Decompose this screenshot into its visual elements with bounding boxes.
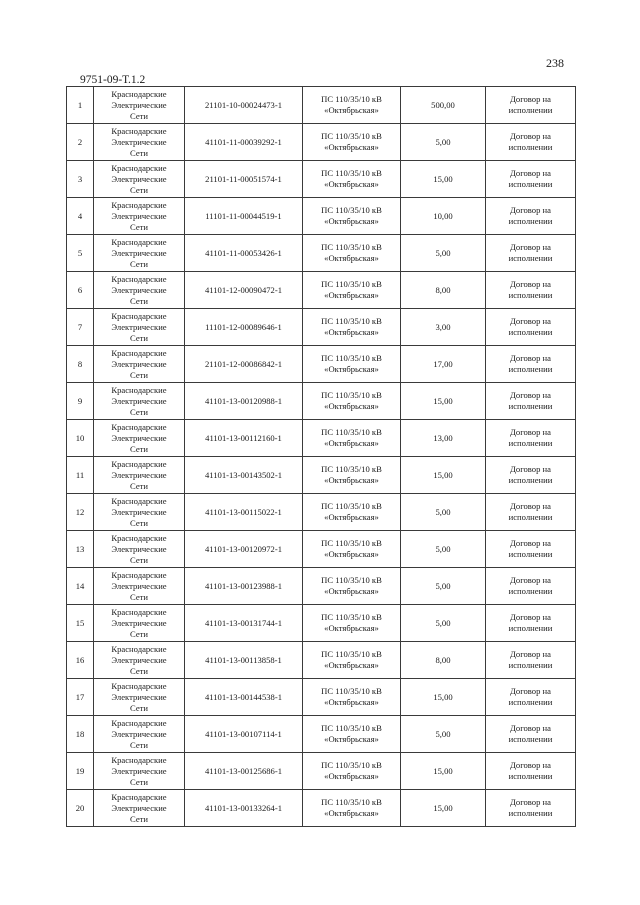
organization-cell-line: Краснодарские — [111, 680, 167, 691]
organization-cell-line: Электрические — [111, 543, 167, 554]
application-id: 41101-11-00039292-1 — [185, 124, 303, 161]
organization-cell-line: Сети — [129, 221, 148, 232]
organization-cell-line: Электрические — [111, 321, 167, 332]
organization-cell-line: Краснодарские — [111, 754, 167, 765]
organization-cell-line: Краснодарские — [111, 569, 167, 580]
row-number: 5 — [67, 235, 94, 272]
organization-cell-line: Электрические — [111, 802, 167, 813]
status-cell — [486, 235, 576, 272]
substation-cell — [303, 420, 401, 457]
status-cell-line: Договор на — [510, 797, 551, 807]
row-number: 14 — [67, 568, 94, 605]
status-cell — [486, 753, 576, 790]
organization-cell — [94, 642, 185, 679]
table-row — [67, 309, 576, 346]
organization-cell-line: Электрические — [111, 432, 167, 443]
status-cell — [486, 531, 576, 568]
organization-cell-line: Сети — [129, 443, 148, 454]
substation-cell-line: ПС 110/35/10 кВ — [321, 686, 382, 696]
application-id: 41101-11-00053426-1 — [185, 235, 303, 272]
substation-cell — [303, 161, 401, 198]
organization-cell-line: Электрические — [111, 469, 167, 480]
organization-cell — [94, 753, 185, 790]
status-cell-line: исполнении — [508, 290, 553, 300]
application-id: 41101-13-00113858-1 — [185, 642, 303, 679]
status-cell-line: исполнении — [508, 549, 553, 559]
substation-cell — [303, 235, 401, 272]
organization-cell — [94, 309, 185, 346]
table-row — [67, 568, 576, 605]
organization-cell-line: Сети — [129, 517, 148, 528]
substation-cell-line: «Октябрьская» — [324, 179, 379, 189]
substation-cell-line: «Октябрьская» — [324, 364, 379, 374]
status-cell — [486, 605, 576, 642]
power-value: 3,00 — [401, 309, 486, 346]
status-cell-line: исполнении — [508, 253, 553, 263]
row-number: 7 — [67, 309, 94, 346]
organization-cell-line: Сети — [129, 739, 148, 750]
substation-cell-line: ПС 110/35/10 кВ — [321, 797, 382, 807]
organization-cell-line: Электрические — [111, 247, 167, 258]
status-cell-line: Договор на — [510, 723, 551, 733]
status-cell — [486, 198, 576, 235]
substation-cell-line: «Октябрьская» — [324, 586, 379, 596]
organization-cell-line: Электрические — [111, 691, 167, 702]
organization-cell-line: Электрические — [111, 173, 167, 184]
organization-cell — [94, 679, 185, 716]
page-number: 238 — [546, 56, 564, 70]
organization-cell-line: Электрические — [111, 99, 167, 110]
substation-cell-line: ПС 110/35/10 кВ — [321, 205, 382, 215]
application-id: 21101-10-00024473-1 — [185, 87, 303, 124]
organization-cell-line: Краснодарские — [111, 532, 167, 543]
contracts-table — [66, 86, 576, 827]
organization-cell-line: Сети — [129, 776, 148, 787]
substation-cell-line: ПС 110/35/10 кВ — [321, 501, 382, 511]
substation-cell-line: «Октябрьская» — [324, 475, 379, 485]
document-code: 9751-09-Т.1.2 — [80, 74, 146, 86]
substation-cell-line: «Октябрьская» — [324, 771, 379, 781]
substation-cell — [303, 346, 401, 383]
organization-cell-line: Сети — [129, 258, 148, 269]
substation-cell — [303, 309, 401, 346]
application-id: 41101-13-00133264-1 — [185, 790, 303, 827]
row-number: 10 — [67, 420, 94, 457]
substation-cell — [303, 568, 401, 605]
organization-cell — [94, 531, 185, 568]
substation-cell-line: ПС 110/35/10 кВ — [321, 131, 382, 141]
application-id: 41101-13-00125686-1 — [185, 753, 303, 790]
organization-cell-line: Сети — [129, 628, 148, 639]
status-cell-line: Договор на — [510, 612, 551, 622]
power-value: 15,00 — [401, 457, 486, 494]
organization-cell-line: Электрические — [111, 765, 167, 776]
organization-cell-line: Краснодарские — [111, 273, 167, 284]
table-row — [67, 161, 576, 198]
substation-cell — [303, 716, 401, 753]
status-cell — [486, 309, 576, 346]
substation-cell — [303, 87, 401, 124]
organization-cell-line: Электрические — [111, 395, 167, 406]
power-value: 8,00 — [401, 272, 486, 309]
organization-cell-line: Краснодарские — [111, 199, 167, 210]
row-number: 15 — [67, 605, 94, 642]
row-number: 11 — [67, 457, 94, 494]
substation-cell-line: «Октябрьская» — [324, 549, 379, 559]
organization-cell — [94, 87, 185, 124]
substation-cell-line: «Октябрьская» — [324, 290, 379, 300]
organization-cell — [94, 198, 185, 235]
power-value: 5,00 — [401, 494, 486, 531]
row-number: 2 — [67, 124, 94, 161]
organization-cell — [94, 790, 185, 827]
status-cell — [486, 716, 576, 753]
organization-cell — [94, 420, 185, 457]
substation-cell-line: ПС 110/35/10 кВ — [321, 279, 382, 289]
organization-cell-line: Краснодарские — [111, 717, 167, 728]
table-row — [67, 716, 576, 753]
substation-cell-line: ПС 110/35/10 кВ — [321, 723, 382, 733]
status-cell-line: исполнении — [508, 475, 553, 485]
power-value: 5,00 — [401, 124, 486, 161]
status-cell-line: исполнении — [508, 512, 553, 522]
organization-cell — [94, 457, 185, 494]
application-id: 41101-12-00090472-1 — [185, 272, 303, 309]
organization-cell-line: Сети — [129, 184, 148, 195]
organization-cell-line: Краснодарские — [111, 384, 167, 395]
substation-cell-line: «Октябрьская» — [324, 660, 379, 670]
power-value: 8,00 — [401, 642, 486, 679]
organization-cell-line: Краснодарские — [111, 791, 167, 802]
power-value: 15,00 — [401, 161, 486, 198]
table-row — [67, 198, 576, 235]
substation-cell-line: «Октябрьская» — [324, 808, 379, 818]
table-row — [67, 87, 576, 124]
status-cell-line: Договор на — [510, 131, 551, 141]
substation-cell — [303, 531, 401, 568]
row-number: 12 — [67, 494, 94, 531]
substation-cell — [303, 198, 401, 235]
status-cell-line: Договор на — [510, 501, 551, 511]
row-number: 18 — [67, 716, 94, 753]
table-row — [67, 124, 576, 161]
power-value: 5,00 — [401, 568, 486, 605]
substation-cell-line: «Октябрьская» — [324, 105, 379, 115]
organization-cell-line: Электрические — [111, 210, 167, 221]
power-value: 13,00 — [401, 420, 486, 457]
status-cell — [486, 568, 576, 605]
application-id: 21101-11-00051574-1 — [185, 161, 303, 198]
table-row — [67, 494, 576, 531]
status-cell — [486, 457, 576, 494]
row-number: 4 — [67, 198, 94, 235]
table-row — [67, 383, 576, 420]
status-cell-line: Договор на — [510, 205, 551, 215]
table-row — [67, 642, 576, 679]
organization-cell-line: Краснодарские — [111, 125, 167, 136]
status-cell-line: исполнении — [508, 586, 553, 596]
status-cell-line: Договор на — [510, 94, 551, 104]
status-cell-line: Договор на — [510, 538, 551, 548]
organization-cell-line: Электрические — [111, 617, 167, 628]
substation-cell-line: «Октябрьская» — [324, 142, 379, 152]
application-id: 41101-13-00115022-1 — [185, 494, 303, 531]
organization-cell-line: Краснодарские — [111, 458, 167, 469]
substation-cell-line: ПС 110/35/10 кВ — [321, 612, 382, 622]
table-body — [67, 87, 576, 827]
table-row — [67, 235, 576, 272]
organization-cell-line: Электрические — [111, 284, 167, 295]
substation-cell-line: ПС 110/35/10 кВ — [321, 390, 382, 400]
organization-cell-line: Сети — [129, 406, 148, 417]
substation-cell — [303, 124, 401, 161]
organization-cell-line: Электрические — [111, 654, 167, 665]
substation-cell-line: ПС 110/35/10 кВ — [321, 316, 382, 326]
status-cell-line: исполнении — [508, 142, 553, 152]
organization-cell-line: Краснодарские — [111, 495, 167, 506]
row-number: 17 — [67, 679, 94, 716]
application-id: 41101-13-00143502-1 — [185, 457, 303, 494]
application-id: 41101-13-00120988-1 — [185, 383, 303, 420]
organization-cell-line: Краснодарские — [111, 643, 167, 654]
substation-cell-line: ПС 110/35/10 кВ — [321, 427, 382, 437]
status-cell-line: Договор на — [510, 168, 551, 178]
status-cell-line: исполнении — [508, 438, 553, 448]
organization-cell-line: Сети — [129, 591, 148, 602]
row-number: 20 — [67, 790, 94, 827]
status-cell-line: Договор на — [510, 242, 551, 252]
substation-cell — [303, 383, 401, 420]
power-value: 500,00 — [401, 87, 486, 124]
organization-cell-line: Электрические — [111, 506, 167, 517]
organization-cell-line: Краснодарские — [111, 162, 167, 173]
organization-cell-line: Сети — [129, 332, 148, 343]
table-row — [67, 605, 576, 642]
organization-cell-line: Электрические — [111, 358, 167, 369]
substation-cell-line: ПС 110/35/10 кВ — [321, 94, 382, 104]
status-cell-line: исполнении — [508, 808, 553, 818]
substation-cell-line: ПС 110/35/10 кВ — [321, 168, 382, 178]
substation-cell-line: «Октябрьская» — [324, 623, 379, 633]
organization-cell — [94, 235, 185, 272]
organization-cell-line: Краснодарские — [111, 236, 167, 247]
status-cell — [486, 161, 576, 198]
status-cell — [486, 679, 576, 716]
table-row — [67, 420, 576, 457]
application-id: 41101-13-00131744-1 — [185, 605, 303, 642]
status-cell-line: Договор на — [510, 575, 551, 585]
substation-cell — [303, 642, 401, 679]
status-cell-line: Договор на — [510, 760, 551, 770]
status-cell-line: исполнении — [508, 697, 553, 707]
application-id: 11101-11-00044519-1 — [185, 198, 303, 235]
organization-cell-line: Сети — [129, 110, 148, 121]
power-value: 17,00 — [401, 346, 486, 383]
organization-cell-line: Электрические — [111, 728, 167, 739]
application-id: 41101-13-00107114-1 — [185, 716, 303, 753]
power-value: 5,00 — [401, 531, 486, 568]
status-cell-line: исполнении — [508, 179, 553, 189]
substation-cell — [303, 753, 401, 790]
row-number: 9 — [67, 383, 94, 420]
status-cell-line: исполнении — [508, 623, 553, 633]
substation-cell-line: «Октябрьская» — [324, 734, 379, 744]
status-cell-line: исполнении — [508, 364, 553, 374]
substation-cell-line: «Октябрьская» — [324, 512, 379, 522]
power-value: 15,00 — [401, 679, 486, 716]
status-cell — [486, 87, 576, 124]
status-cell-line: Договор на — [510, 390, 551, 400]
application-id: 41101-13-00112160-1 — [185, 420, 303, 457]
status-cell-line: исполнении — [508, 327, 553, 337]
application-id: 21101-12-00086842-1 — [185, 346, 303, 383]
organization-cell-line: Краснодарские — [111, 88, 167, 99]
table-row — [67, 679, 576, 716]
organization-cell — [94, 605, 185, 642]
organization-cell-line: Краснодарские — [111, 310, 167, 321]
organization-cell — [94, 346, 185, 383]
substation-cell-line: ПС 110/35/10 кВ — [321, 575, 382, 585]
organization-cell-line: Сети — [129, 702, 148, 713]
substation-cell — [303, 457, 401, 494]
application-id: 11101-12-00089646-1 — [185, 309, 303, 346]
row-number: 8 — [67, 346, 94, 383]
substation-cell-line: «Октябрьская» — [324, 697, 379, 707]
table-row — [67, 753, 576, 790]
substation-cell-line: «Октябрьская» — [324, 438, 379, 448]
organization-cell-line: Краснодарские — [111, 421, 167, 432]
status-cell-line: исполнении — [508, 105, 553, 115]
row-number: 19 — [67, 753, 94, 790]
status-cell — [486, 494, 576, 531]
application-id: 41101-13-00120972-1 — [185, 531, 303, 568]
substation-cell — [303, 790, 401, 827]
organization-cell — [94, 383, 185, 420]
table-row — [67, 531, 576, 568]
status-cell-line: исполнении — [508, 771, 553, 781]
substation-cell-line: ПС 110/35/10 кВ — [321, 760, 382, 770]
substation-cell — [303, 494, 401, 531]
power-value: 5,00 — [401, 605, 486, 642]
row-number: 6 — [67, 272, 94, 309]
organization-cell-line: Сети — [129, 554, 148, 565]
power-value: 5,00 — [401, 716, 486, 753]
table-row — [67, 346, 576, 383]
organization-cell-line: Сети — [129, 665, 148, 676]
substation-cell — [303, 272, 401, 309]
substation-cell-line: «Октябрьская» — [324, 216, 379, 226]
organization-cell — [94, 494, 185, 531]
status-cell-line: исполнении — [508, 216, 553, 226]
organization-cell — [94, 568, 185, 605]
application-id: 41101-13-00123988-1 — [185, 568, 303, 605]
organization-cell-line: Сети — [129, 295, 148, 306]
status-cell-line: исполнении — [508, 401, 553, 411]
organization-cell-line: Краснодарские — [111, 606, 167, 617]
power-value: 15,00 — [401, 383, 486, 420]
status-cell — [486, 272, 576, 309]
organization-cell-line: Электрические — [111, 136, 167, 147]
status-cell-line: Договор на — [510, 353, 551, 363]
status-cell-line: исполнении — [508, 660, 553, 670]
status-cell-line: Договор на — [510, 316, 551, 326]
status-cell — [486, 124, 576, 161]
status-cell — [486, 642, 576, 679]
substation-cell-line: «Октябрьская» — [324, 253, 379, 263]
table-row — [67, 457, 576, 494]
status-cell-line: исполнении — [508, 734, 553, 744]
organization-cell — [94, 124, 185, 161]
power-value: 15,00 — [401, 753, 486, 790]
power-value: 15,00 — [401, 790, 486, 827]
organization-cell — [94, 272, 185, 309]
status-cell — [486, 790, 576, 827]
application-id: 41101-13-00144538-1 — [185, 679, 303, 716]
organization-cell — [94, 161, 185, 198]
status-cell — [486, 383, 576, 420]
row-number: 13 — [67, 531, 94, 568]
substation-cell-line: «Октябрьская» — [324, 327, 379, 337]
substation-cell — [303, 679, 401, 716]
substation-cell-line: ПС 110/35/10 кВ — [321, 464, 382, 474]
substation-cell-line: ПС 110/35/10 кВ — [321, 538, 382, 548]
organization-cell-line: Сети — [129, 369, 148, 380]
status-cell-line: Договор на — [510, 464, 551, 474]
organization-cell-line: Сети — [129, 480, 148, 491]
organization-cell-line: Краснодарские — [111, 347, 167, 358]
organization-cell-line: Сети — [129, 813, 148, 824]
status-cell — [486, 346, 576, 383]
substation-cell-line: ПС 110/35/10 кВ — [321, 353, 382, 363]
status-cell-line: Договор на — [510, 649, 551, 659]
substation-cell-line: «Октябрьская» — [324, 401, 379, 411]
status-cell-line: Договор на — [510, 427, 551, 437]
organization-cell-line: Сети — [129, 147, 148, 158]
table-row — [67, 272, 576, 309]
substation-cell — [303, 605, 401, 642]
substation-cell-line: ПС 110/35/10 кВ — [321, 649, 382, 659]
row-number: 3 — [67, 161, 94, 198]
row-number: 1 — [67, 87, 94, 124]
organization-cell — [94, 716, 185, 753]
row-number: 16 — [67, 642, 94, 679]
status-cell-line: Договор на — [510, 279, 551, 289]
status-cell — [486, 420, 576, 457]
power-value: 10,00 — [401, 198, 486, 235]
table-row — [67, 790, 576, 827]
organization-cell-line: Электрические — [111, 580, 167, 591]
power-value: 5,00 — [401, 235, 486, 272]
substation-cell-line: ПС 110/35/10 кВ — [321, 242, 382, 252]
status-cell-line: Договор на — [510, 686, 551, 696]
